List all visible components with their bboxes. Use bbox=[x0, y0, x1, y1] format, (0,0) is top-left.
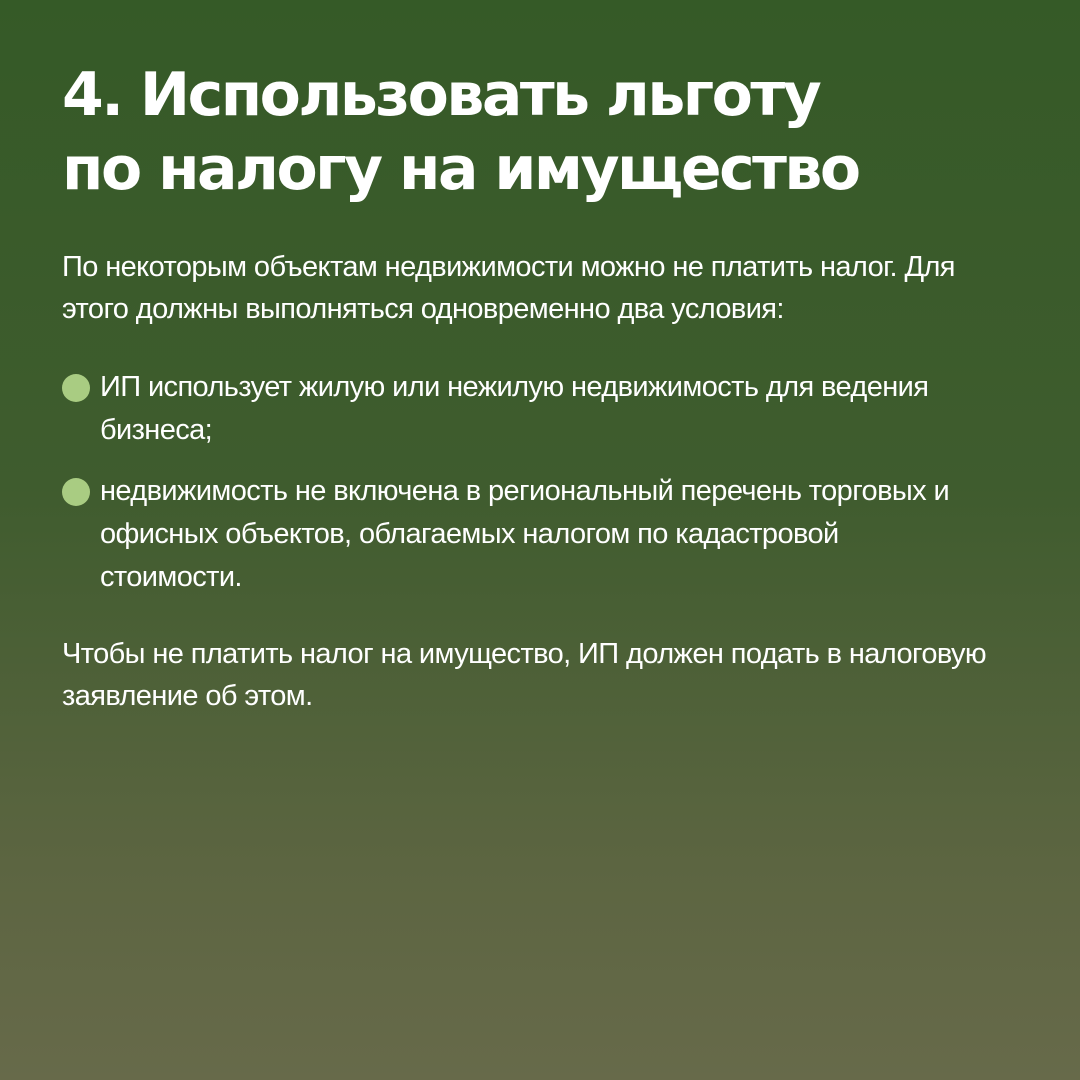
list-item-text: ИП использует жилую или нежилую недвижимость для ведения бизнеса; bbox=[100, 371, 929, 446]
page-title bbox=[62, 58, 1020, 206]
bullet-dot-icon bbox=[62, 374, 90, 402]
bullet-dot-icon bbox=[62, 478, 90, 506]
conditions-list bbox=[62, 366, 1020, 599]
title-line-2: по налогу на имущество bbox=[62, 134, 859, 204]
outro-paragraph: Чтобы не платить налог на имущество, ИП должен подать в налоговую заявление об этом. bbox=[62, 638, 987, 712]
list-item-text: недвижимость не включена в региональный перечень торговых и офисных объектов, облагаемых налогом по кадастровой стоимости. bbox=[100, 475, 950, 593]
list-item bbox=[62, 470, 980, 599]
intro-paragraph: По некоторым объектам недвижимости можно не платить налог. Для этого должны выполняться одновременно два условия: bbox=[62, 251, 955, 325]
list-item bbox=[62, 366, 980, 452]
title-line-1: 4. Использовать льготу bbox=[62, 60, 820, 130]
